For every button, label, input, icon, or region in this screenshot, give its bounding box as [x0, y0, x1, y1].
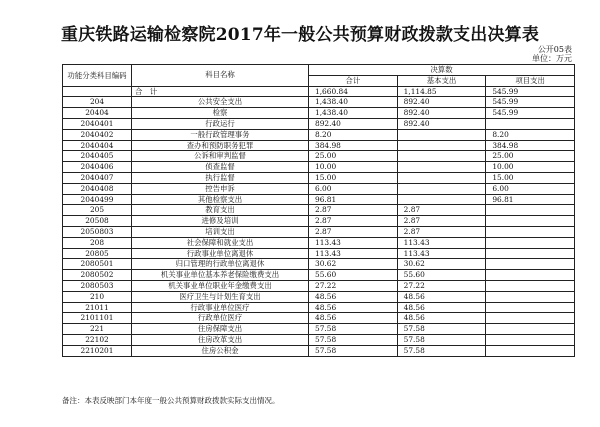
cell-project: 10.00: [486, 162, 575, 173]
cell-code: 2040406: [63, 162, 132, 173]
cell-total: 27.22: [309, 280, 398, 291]
table-row: [63, 129, 575, 140]
table-row: [63, 151, 575, 162]
cell-basic: [397, 183, 486, 194]
cell-basic: 2.87: [397, 205, 486, 216]
cell-name: 培训支出: [132, 226, 309, 237]
cell-project: 96.81: [486, 194, 575, 205]
page-title: 重庆铁路运输检察院2017年一般公共预算财政拨款支出决算表: [60, 25, 540, 45]
table-row: [63, 345, 575, 356]
table-row: [63, 248, 575, 259]
cell-basic: 57.58: [397, 324, 486, 335]
header-name: 科目名称: [132, 65, 309, 87]
cell-project: [486, 302, 575, 313]
cell-basic: [397, 162, 486, 173]
cell-project: 6.00: [486, 183, 575, 194]
cell-basic: 892.40: [397, 97, 486, 108]
cell-basic: [397, 129, 486, 140]
cell-total: 48.56: [309, 313, 398, 324]
cell-basic: 57.58: [397, 334, 486, 345]
cell-total: 8.20: [309, 129, 398, 140]
cell-name: 行政运行: [132, 118, 309, 129]
cell-code: 2040408: [63, 183, 132, 194]
cell-basic: 892.40: [397, 118, 486, 129]
header-project: 项目支出: [486, 75, 575, 86]
cell-total: 113.43: [309, 237, 398, 248]
table-row: [63, 162, 575, 173]
cell-basic: 113.43: [397, 237, 486, 248]
table-row: [63, 270, 575, 281]
table-row: [63, 280, 575, 291]
cell-basic: 1,114.85: [397, 86, 486, 97]
cell-project: [486, 259, 575, 270]
cell-code: 21011: [63, 302, 132, 313]
cell-total: 15.00: [309, 172, 398, 183]
cell-basic: [397, 194, 486, 205]
cell-total: 10.00: [309, 162, 398, 173]
footnote: 备注：本表反映部门本年度一般公共预算财政拨款实际支出情况。: [62, 396, 280, 405]
cell-project: 8.20: [486, 129, 575, 140]
table-row: [63, 334, 575, 345]
table-row: [63, 313, 575, 324]
cell-code: 22102: [63, 334, 132, 345]
cell-code: 2210201: [63, 345, 132, 356]
cell-basic: 30.62: [397, 259, 486, 270]
cell-name: 教育支出: [132, 205, 309, 216]
table-row: [63, 291, 575, 302]
cell-code: 2050803: [63, 226, 132, 237]
cell-name: 检察: [132, 108, 309, 119]
cell-project: 545.99: [486, 86, 575, 97]
table-row: [63, 172, 575, 183]
cell-total: 113.43: [309, 248, 398, 259]
cell-project: [486, 334, 575, 345]
cell-basic: [397, 172, 486, 183]
cell-name: 行政事业单位医疗: [132, 302, 309, 313]
table-row: [63, 237, 575, 248]
cell-code: 2080502: [63, 270, 132, 281]
cell-project: [486, 248, 575, 259]
header-code: 功能分类科目编码: [63, 65, 132, 87]
cell-project: [486, 313, 575, 324]
cell-code: 20404: [63, 108, 132, 119]
cell-project: [486, 270, 575, 281]
cell-basic: 48.56: [397, 291, 486, 302]
cell-project: [486, 324, 575, 335]
table-row: [63, 194, 575, 205]
cell-name: 医疗卫生与计划生育支出: [132, 291, 309, 302]
cell-code: 20508: [63, 216, 132, 227]
cell-code: 205: [63, 205, 132, 216]
table-row: [63, 324, 575, 335]
table-row: [63, 140, 575, 151]
cell-total: 25.00: [309, 151, 398, 162]
cell-project: [486, 237, 575, 248]
cell-code: 2040401: [63, 118, 132, 129]
cell-total: 2.87: [309, 216, 398, 227]
cell-name: 住房保障支出: [132, 324, 309, 335]
table-row: [63, 108, 575, 119]
cell-name: 合 计: [132, 86, 309, 97]
table-row: [63, 216, 575, 227]
cell-basic: 113.43: [397, 248, 486, 259]
cell-basic: 48.56: [397, 302, 486, 313]
cell-project: 15.00: [486, 172, 575, 183]
table-row: [63, 205, 575, 216]
cell-code: 2040404: [63, 140, 132, 151]
cell-name: 公诉和审判监督: [132, 151, 309, 162]
cell-basic: 27.22: [397, 280, 486, 291]
table-row: [63, 97, 575, 108]
cell-code: 2080503: [63, 280, 132, 291]
cell-name: 其他检察支出: [132, 194, 309, 205]
table-row: [63, 302, 575, 313]
header-final: 决算数: [309, 65, 575, 76]
cell-code: 221: [63, 324, 132, 335]
cell-code: 2080501: [63, 259, 132, 270]
cell-code: 210: [63, 291, 132, 302]
cell-name: 进修及培训: [132, 216, 309, 227]
expenditure-table: [62, 64, 575, 357]
cell-name: 社会保障和就业支出: [132, 237, 309, 248]
cell-basic: 2.87: [397, 226, 486, 237]
cell-total: 892.40: [309, 118, 398, 129]
cell-code: 2040407: [63, 172, 132, 183]
cell-name: 机关事业单位基本养老保险缴费支出: [132, 270, 309, 281]
cell-project: 25.00: [486, 151, 575, 162]
cell-basic: [397, 151, 486, 162]
cell-total: 48.56: [309, 302, 398, 313]
cell-name: 一般行政管理事务: [132, 129, 309, 140]
cell-total: 55.60: [309, 270, 398, 281]
cell-project: [486, 205, 575, 216]
cell-name: 住房公积金: [132, 345, 309, 356]
cell-project: 545.99: [486, 97, 575, 108]
cell-basic: 57.58: [397, 345, 486, 356]
cell-basic: [397, 140, 486, 151]
cell-code: 2040405: [63, 151, 132, 162]
table-row: [63, 226, 575, 237]
cell-code: 204: [63, 97, 132, 108]
cell-total: 2.87: [309, 226, 398, 237]
cell-basic: 48.56: [397, 313, 486, 324]
cell-name: 住房改革支出: [132, 334, 309, 345]
cell-total: 1,438.40: [309, 108, 398, 119]
cell-name: 查办和预防职务犯罪: [132, 140, 309, 151]
cell-project: [486, 216, 575, 227]
cell-total: 57.58: [309, 345, 398, 356]
cell-basic: 55.60: [397, 270, 486, 281]
cell-code: 20805: [63, 248, 132, 259]
table-row: [63, 86, 575, 97]
cell-project: [486, 226, 575, 237]
cell-project: [486, 118, 575, 129]
header-basic: 基本支出: [397, 75, 486, 86]
cell-total: 6.00: [309, 183, 398, 194]
cell-total: 1,660.84: [309, 86, 398, 97]
cell-name: 控告申诉: [132, 183, 309, 194]
cell-project: 545.99: [486, 108, 575, 119]
cell-total: 57.58: [309, 324, 398, 335]
cell-name: 机关事业单位职业年金缴费支出: [132, 280, 309, 291]
cell-code: 208: [63, 237, 132, 248]
form-code: 公开05表: [537, 45, 572, 54]
cell-project: [486, 291, 575, 302]
cell-total: 30.62: [309, 259, 398, 270]
unit-label: 单位：万元: [532, 54, 572, 63]
cell-name: 行政单位医疗: [132, 313, 309, 324]
table-body: [63, 86, 575, 356]
cell-total: 2.87: [309, 205, 398, 216]
cell-project: [486, 345, 575, 356]
cell-code: 2040402: [63, 129, 132, 140]
cell-code: 2040499: [63, 194, 132, 205]
table-row: [63, 118, 575, 129]
cell-total: 96.81: [309, 194, 398, 205]
cell-name: 侦查监督: [132, 162, 309, 173]
cell-name: 行政事业单位离退休: [132, 248, 309, 259]
cell-project: [486, 280, 575, 291]
cell-total: 57.58: [309, 334, 398, 345]
cell-total: 48.56: [309, 291, 398, 302]
cell-basic: 2.87: [397, 216, 486, 227]
cell-name: 公共安全支出: [132, 97, 309, 108]
cell-total: 384.98: [309, 140, 398, 151]
cell-name: 归口管理的行政单位离退休: [132, 259, 309, 270]
cell-total: 1,438.40: [309, 97, 398, 108]
cell-code: 2101101: [63, 313, 132, 324]
table-row: [63, 259, 575, 270]
cell-name: 执行监督: [132, 172, 309, 183]
table-row: [63, 183, 575, 194]
cell-code: [63, 86, 132, 97]
header-total: 合计: [309, 75, 398, 86]
cell-basic: 892.40: [397, 108, 486, 119]
cell-project: 384.98: [486, 140, 575, 151]
